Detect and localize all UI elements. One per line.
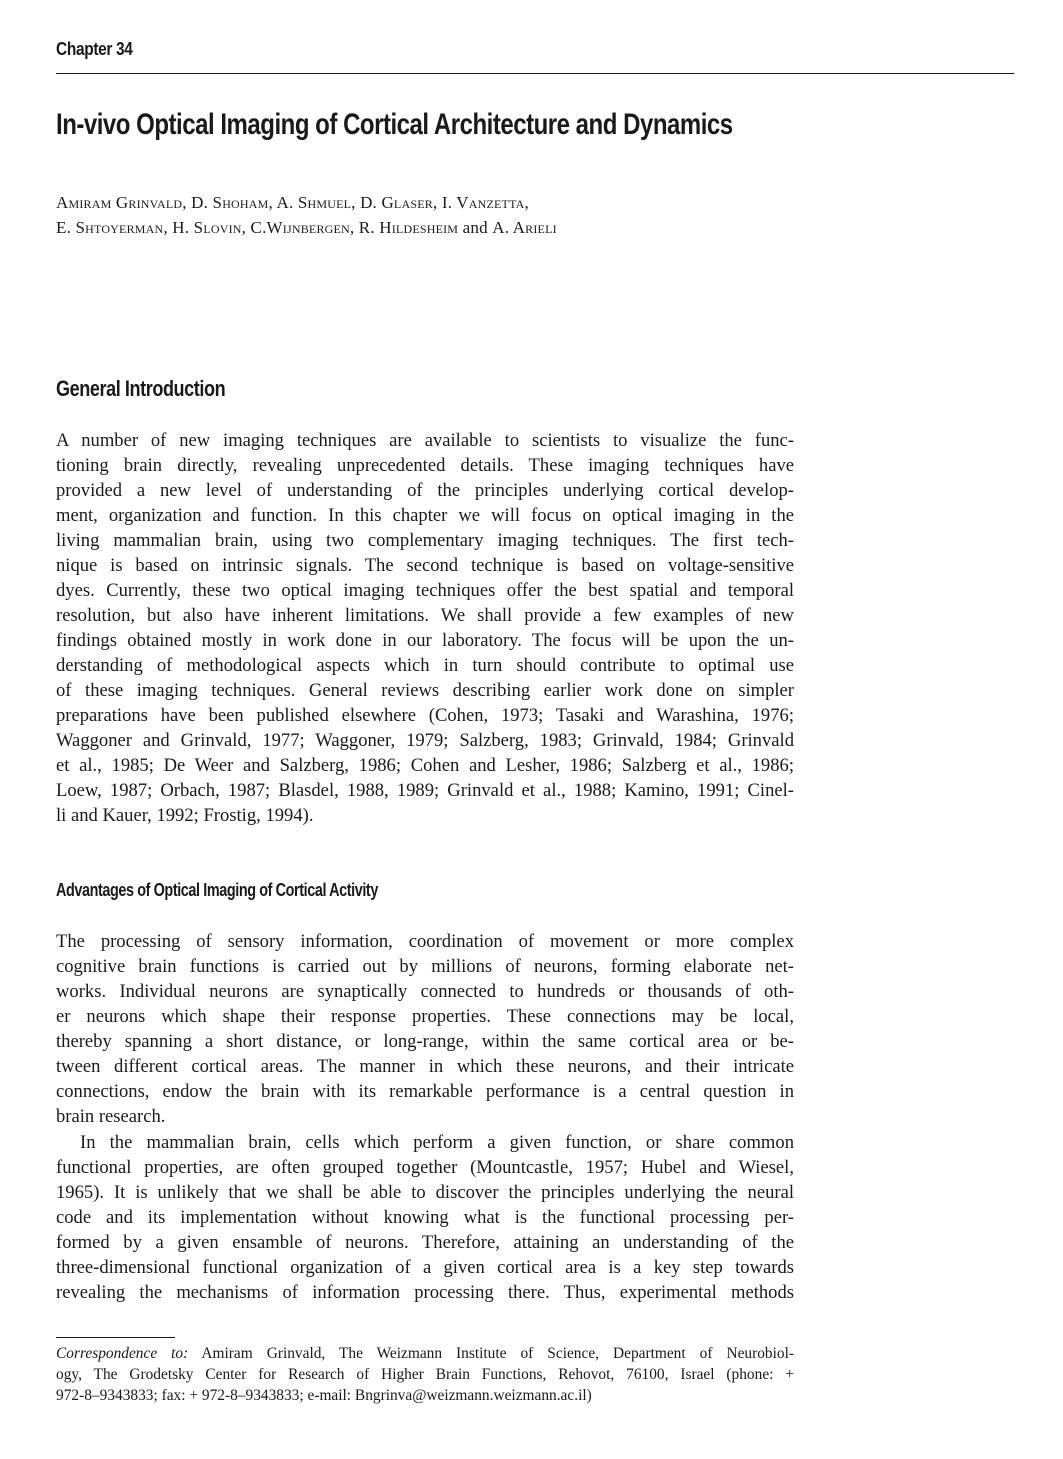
text-line: thereby spanning a short distance, or long-range, within the same cortical area or be- <box>56 1031 794 1052</box>
text-line: nique is based on intrinsic signals. The second technique is based on voltage-sensitive <box>56 555 794 576</box>
text-line: resolution, but also have inherent limitations. We shall provide a few examples of new <box>56 605 794 626</box>
text-line: code and its implementation without knowing what is the functional processing per- <box>56 1207 794 1228</box>
text-line: formed by a given ensamble of neurons. Therefore, attaining an understanding of the <box>56 1232 794 1253</box>
text-line: preparations have been published elsewhere (Cohen, 1973; Tasaki and Warashina, 1976; <box>56 705 794 726</box>
text-line: tioning brain directly, revealing unprecedented details. These imaging techniques have <box>56 455 794 476</box>
text-line: er neurons which shape their response properties. These connections may be local, <box>56 1006 794 1027</box>
footnote-label: Correspondence to: <box>56 1345 189 1362</box>
text-line: findings obtained mostly in work done in our laboratory. The focus will be upon the un- <box>56 630 794 651</box>
text-line: et al., 1985; De Weer and Salzberg, 1986; Cohen and Lesher, 1986; Salzberg et al., 1986; <box>56 755 794 776</box>
chapter-title: In-vivo Optical Imaging of Cortical Architecture and Dynamics <box>56 108 733 141</box>
footnote-line-1 <box>56 1343 794 1364</box>
text-line: 1965). It is unlikely that we shall be able to discover the principles underlying the neural <box>56 1182 794 1203</box>
text-line: ment, organization and function. In this chapter we will focus on optical imaging in the <box>56 505 794 526</box>
footnote-line-2: ogy, The Grodetsky Center for Research of Higher Brain Functions, Rehovot, 76100, Israel (phone: + <box>56 1366 794 1383</box>
text-line: dyes. Currently, these two optical imaging techniques offer the best spatial and temporal <box>56 580 794 601</box>
footnote-line-3: 972-8–9343833; fax: + 972-8–9343833; e-mail: Bngrinva@weizmann.weizmann.ac.il) <box>56 1387 592 1404</box>
text-line: In the mammalian brain, cells which perform a given function, or share common <box>80 1132 794 1153</box>
paragraph-general-introduction <box>56 428 794 828</box>
text-line: connections, endow the brain with its remarkable performance is a central question in <box>56 1081 794 1102</box>
text-line: cognitive brain functions is carried out by millions of neurons, forming elaborate net- <box>56 956 794 977</box>
header-rule <box>56 73 1014 74</box>
text-line: derstanding of methodological aspects which in turn should contribute to optimal use <box>56 655 794 676</box>
section-heading-advantages: Advantages of Optical Imaging of Cortical Activity <box>56 880 378 900</box>
author-line-2 <box>56 215 776 240</box>
text-line: works. Individual neurons are synaptically connected to hundreds or thousands of oth- <box>56 981 794 1002</box>
text-line: brain research. <box>56 1106 166 1127</box>
text-line: Waggoner and Grinvald, 1977; Waggoner, 1979; Salzberg, 1983; Grinvald, 1984; Grinvald <box>56 730 794 751</box>
chapter-label: Chapter 34 <box>56 39 133 59</box>
author-list <box>56 190 776 240</box>
text-line: revealing the mechanisms of information processing there. Thus, experimental methods <box>56 1282 794 1303</box>
author-names-a: E. Shtoyerman, H. Slovin, C.Wijnbergen, R. Hildesheim <box>56 218 459 237</box>
paragraph-advantages-2 <box>56 1130 794 1305</box>
author-names-b: A. Arieli <box>492 218 557 237</box>
footnote-rule <box>56 1337 175 1338</box>
text-line: A number of new imaging techniques are available to scientists to visualize the func- <box>56 430 794 451</box>
section-heading-general-introduction: General Introduction <box>56 376 226 401</box>
text-line: Loew, 1987; Orbach, 1987; Blasdel, 1988, 1989; Grinvald et al., 1988; Kamino, 1991; Cinel- <box>56 780 794 801</box>
text-line: provided a new level of understanding of the principles underlying cortical develop- <box>56 480 794 501</box>
text-line: functional properties, are often grouped together (Mountcastle, 1957; Hubel and Wiesel, <box>56 1157 794 1178</box>
text-line: three-dimensional functional organization of a given cortical area is a key step towards <box>56 1257 794 1278</box>
paragraph-advantages-1 <box>56 929 794 1129</box>
text-line: of these imaging techniques. General reviews describing earlier work done on simpler <box>56 680 794 701</box>
author-line-1: Amiram Grinvald, D. Shoham, A. Shmuel, D. Glaser, I. Vanzetta, <box>56 193 529 212</box>
correspondence-footnote <box>56 1343 794 1406</box>
text-line: li and Kauer, 1992; Frostig, 1994). <box>56 805 314 826</box>
text-line: tween different cortical areas. The manner in which these neurons, and their intricate <box>56 1056 794 1077</box>
footnote-text: Amiram Grinvald, The Weizmann Institute of Science, Department of Neurobiol- <box>188 1345 795 1362</box>
author-conjunction: and <box>458 218 493 237</box>
text-line: living mammalian brain, using two complementary imaging techniques. The first tech- <box>56 530 794 551</box>
text-line: The processing of sensory information, coordination of movement or more complex <box>56 931 794 952</box>
